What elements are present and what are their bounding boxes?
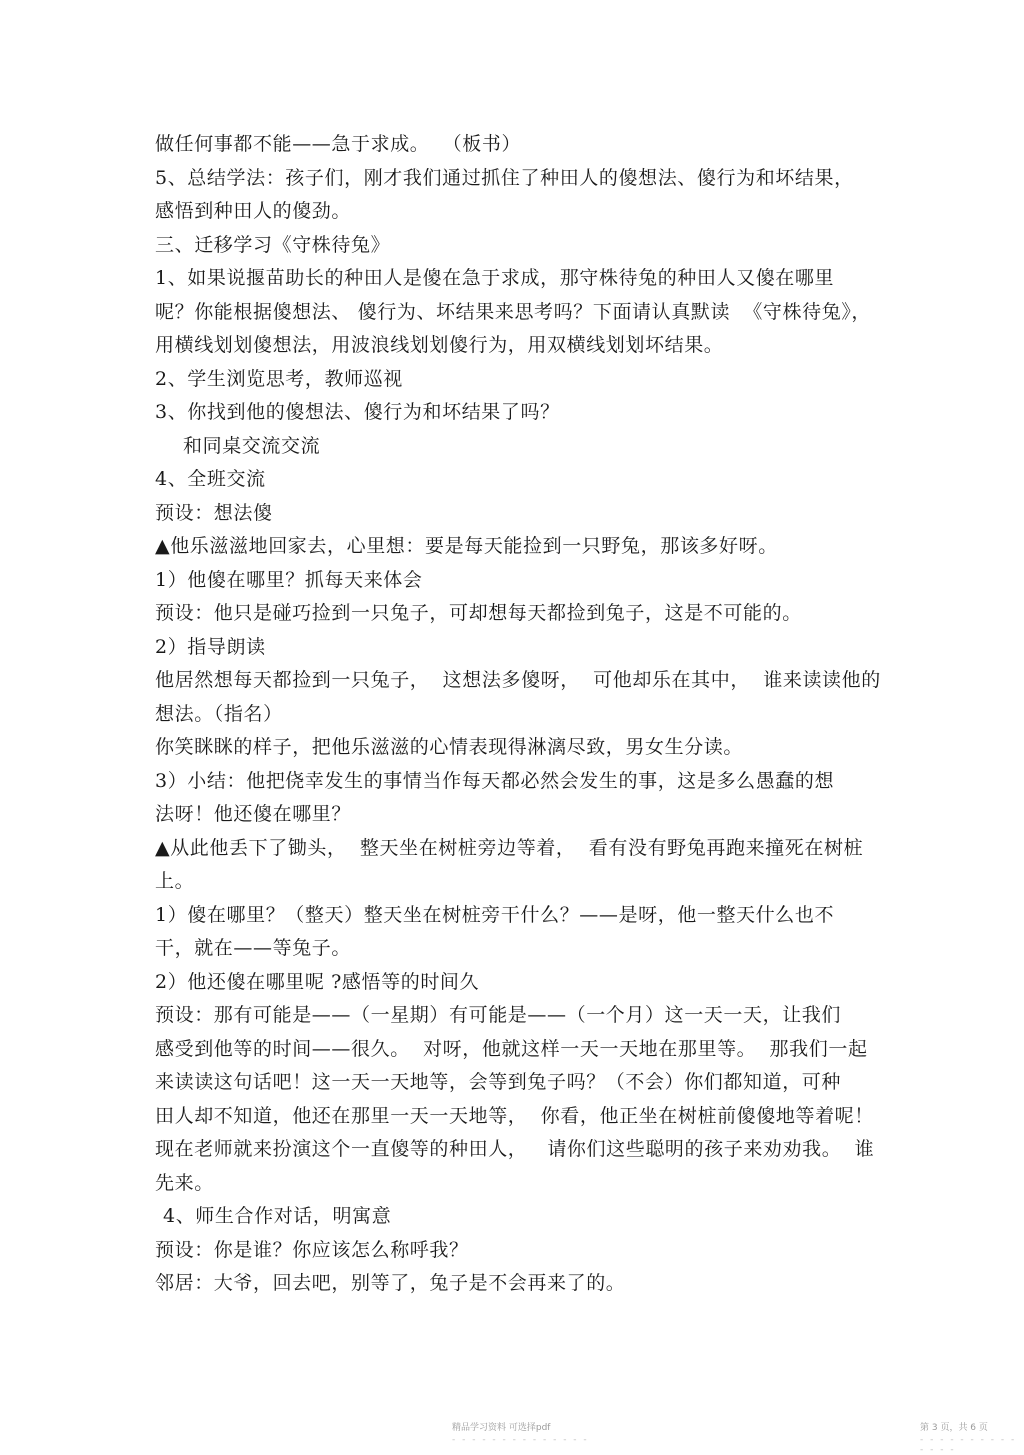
text-line: 预设：想法傻 <box>155 501 273 524</box>
text-line: 预设：他只是碰巧捡到一只兔子，可却想每天都捡到兔子，这是不可能的。 <box>155 602 802 624</box>
text-line: 他居然想每天都捡到一只兔子， 这想法多傻呀， 可他却乐在其中， 谁来读读他的 <box>155 669 881 691</box>
text-line: 感悟到种田人的傻劲。 <box>155 200 352 222</box>
page-number <box>920 1420 1024 1455</box>
text-line: 预设：那有可能是——（一星期）有可能是——（一个月）这一天一天，让我们 <box>155 1004 842 1026</box>
text-line: 4、师生合作对话，明寓意 <box>163 1205 392 1227</box>
document-body <box>155 128 885 1301</box>
text-line: 法呀！他还傻在哪里？ <box>155 803 352 825</box>
text-line: 呢？你能根据傻想法、 傻行为、坏结果来思考吗？下面请认真默读 《守株待兔》， <box>155 300 872 323</box>
text-line: 2）他还傻在哪里呢 ?感悟等的时间久 <box>155 970 480 993</box>
text-line: 邻居：大爷，回去吧，别等了，兔子是不会再来了的。 <box>155 1272 626 1294</box>
text-line: 上。 <box>155 870 195 892</box>
footer-watermark-text: 精品学习资料 可选择pdf <box>452 1423 551 1433</box>
text-line: 5、总结学法：孩子们，刚才我们通过抓住了种田人的傻想法、傻行为和坏结果， <box>155 166 854 189</box>
footer-watermark <box>452 1420 589 1445</box>
text-line: 来读读这句话吧！这一天一天地等，会等到兔子吗？（不会）你们都知道，可种 <box>155 1071 842 1093</box>
text-line: 1、如果说揠苗助长的种田人是傻在急于求成，那守株待兔的种田人又傻在哪里 <box>155 267 835 289</box>
text-line: 用横线划划傻想法，用波浪线划划傻行为，用双横线划划坏结果。 <box>155 334 724 356</box>
text-line: 4、全班交流 <box>155 468 266 490</box>
text-line: 干，就在——等兔子。 <box>155 937 352 959</box>
text-line: 先来。 <box>155 1171 214 1194</box>
text-line: 预设：你是谁？你应该怎么称呼我？ <box>155 1238 469 1261</box>
text-line: ▲从此他丢下了锄头， 整天坐在树桩旁边等着， 看有没有野兔再跑来撞死在树桩 <box>155 836 864 859</box>
text-line: 3、你找到他的傻想法、傻行为和坏结果了吗？ <box>155 401 560 423</box>
text-line: 现在老师就来扮演这个一直傻等的种田人， 请你们这些聪明的孩子来劝劝我。 谁 <box>155 1138 875 1160</box>
text-line: 你笑眯眯的样子，把他乐滋滋的心情表现得淋漓尽致，男女生分读。 <box>155 736 744 758</box>
text-line: 感受到他等的时间——很久。 对呀，他就这样一天一天地在那里等。 那我们一起 <box>155 1037 868 1060</box>
text-line: 1）傻在哪里？（整天）整天坐在树桩旁干什么？——是呀，他一整天什么也不 <box>155 903 835 926</box>
text-line: 3）小结：他把侥幸发生的事情当作每天都必然会发生的事，这是多么愚蠢的想 <box>155 769 835 792</box>
text-line: 和同桌交流交流 <box>183 434 321 457</box>
text-line: 想法。（指名） <box>155 702 283 725</box>
section-heading: 三、迁移学习《守株待兔》 <box>155 233 391 256</box>
text-line: 做任何事都不能——急于求成。 （板书） <box>155 133 522 155</box>
footer-dashes-right: - - - - - - - - - - - - - - <box>920 1435 1017 1455</box>
text-line: 2）指导朗读 <box>155 635 266 658</box>
text-line: 1）他傻在哪里？抓每天来体会 <box>155 568 423 591</box>
text-line: ▲他乐滋滋地回家去，心里想：要是每天能捡到一只野兔，那该多好呀。 <box>155 535 778 557</box>
page-number-text: 第 3 页，共 6 页 <box>920 1423 988 1433</box>
footer-dashes-left: - - - - - - - - - - - - - - <box>452 1435 589 1445</box>
text-line: 2、学生浏览思考，教师巡视 <box>155 367 403 390</box>
text-line: 田人却不知道，他还在那里一天一天地等， 你看，他正坐在树桩前傻傻地等着呢！ <box>155 1104 874 1127</box>
